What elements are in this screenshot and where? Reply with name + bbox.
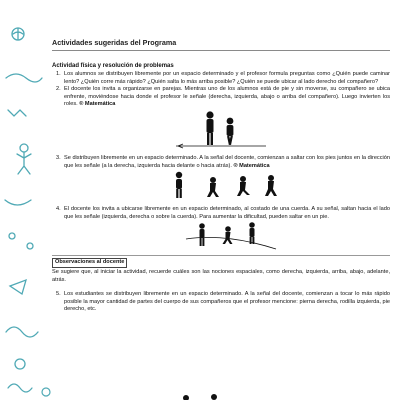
illustration-bottom-partial: [0, 370, 400, 400]
item-number: 5.: [56, 291, 61, 298]
item-text: El docente los invita a ubicarse libremente en un espacio determinado, al costado de una cuerda. A su señal, saltan hacia el lado que les señale (izquierda, derecha o sobre la cuerda). Para aumentar la dificultad, pueden saltar en un pie.: [64, 206, 390, 220]
activity-item-1: [52, 71, 390, 86]
item-text: El docente los invita a organizarse en parejas. Mientras uno de los alumnos está de pie y sin moverse, su compañero se ubica enfrente, moviéndose hacia donde el profesor le señale (derecha, izquierda, abajo o arriba del compañero). Luego invierten los roles.: [64, 86, 390, 108]
item-text: Se distribuyen libremente en un espacio determinado. A la señal del docente, comienzan a saltar con los pies juntos en la dirección que les señale (a la derecha, izquierda hacia delante o hacia atrás).: [64, 154, 390, 169]
document-page: [52, 38, 390, 314]
subject-tag: ® Matemática: [233, 162, 270, 169]
item-text: Los alumnos se distribuyen libremente por un espacio determinado y el profesor formula preguntas como ¿Quién puede caminar lento? ¿Quién corre más rápido? ¿Quién salta lo más arriba posible? ¿Quién se puede ubicar al lado derecho del compañero?: [64, 71, 390, 85]
subject-tag: ® Matemática: [79, 101, 116, 108]
activity-item-5: [52, 291, 390, 314]
illustration-jumping-child: [151, 170, 291, 202]
decorative-doodles-left: [0, 0, 48, 400]
illustration-rope-jump: [156, 221, 286, 251]
item-number: 2.: [56, 86, 61, 93]
page-title: Actividades sugeridas del Programa: [52, 38, 390, 51]
teacher-observations: [52, 255, 390, 284]
item-number: 1.: [56, 71, 61, 77]
observations-text: Se sugiere que, al iniciar la actividad, recuerde cuáles son las nociones espaciales, como derecha, izquierda, arriba, abajo, adelante, atrás.: [52, 268, 390, 283]
item-text: Los estudiantes se distribuyen libremente en un espacio determinado. A la señal del docente, comienzan a tocar lo más rápido posible la mayor cantidad de partes del cuerpo de sus compañeros que el profesor mencione: pierna derecha, rodilla izquierda, pie derecho, etc.: [64, 291, 390, 313]
section-title: Actividad física y resolución de problemas: [52, 63, 174, 69]
observations-title: Observaciones al docente: [52, 258, 127, 268]
item-number: 4.: [56, 206, 61, 213]
activity-item-2: [52, 86, 390, 109]
illustration-pair-children: [166, 109, 276, 153]
item-number: 3.: [56, 154, 61, 161]
activity-item-4: [52, 206, 390, 221]
activity-item-3: [52, 155, 390, 170]
